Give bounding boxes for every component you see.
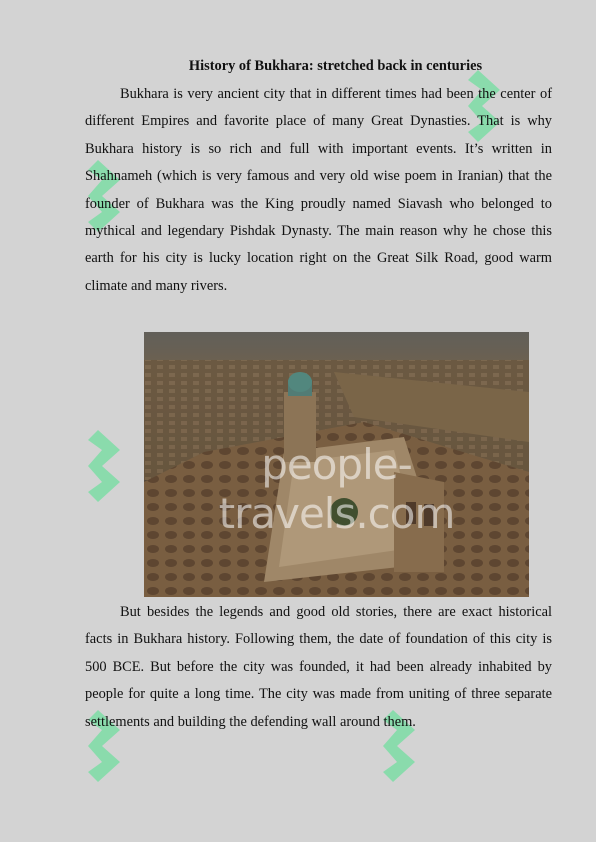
paragraph: Bukhara is very ancient city that in different times had been the center of different Empires and favorite place of many Great Dynasties. That is why Bukhara history is so rich and full with important events. It’s written in Shahnameh (which is very famous and very old wise poem in Iranian) that the founder of Bukhara was the King proudly named Siavash who belonged to mythical and legendary Pishdak Dynasty. The main reason why he chose this earth for his city is lucky location right on the Great Silk Road, good warm climate and many rivers. (85, 86, 552, 294)
photo-watermark-text: people-travels.com (218, 440, 455, 538)
bukhara-aerial-photo (144, 332, 529, 597)
paragraph: But besides the legends and good old stories, there are exact historical facts in Bukhara history. Following them, the date of foundation of this city is 500 BCE. But before the city was founded, it had been already inhabited by people for quite a long time. The city was made from uniting of three separate settlements and building the defending wall around them. (85, 604, 552, 730)
watermark-logo-icon (80, 420, 136, 520)
document-title: History of Bukhara: stretched back in centuries (188, 58, 483, 74)
